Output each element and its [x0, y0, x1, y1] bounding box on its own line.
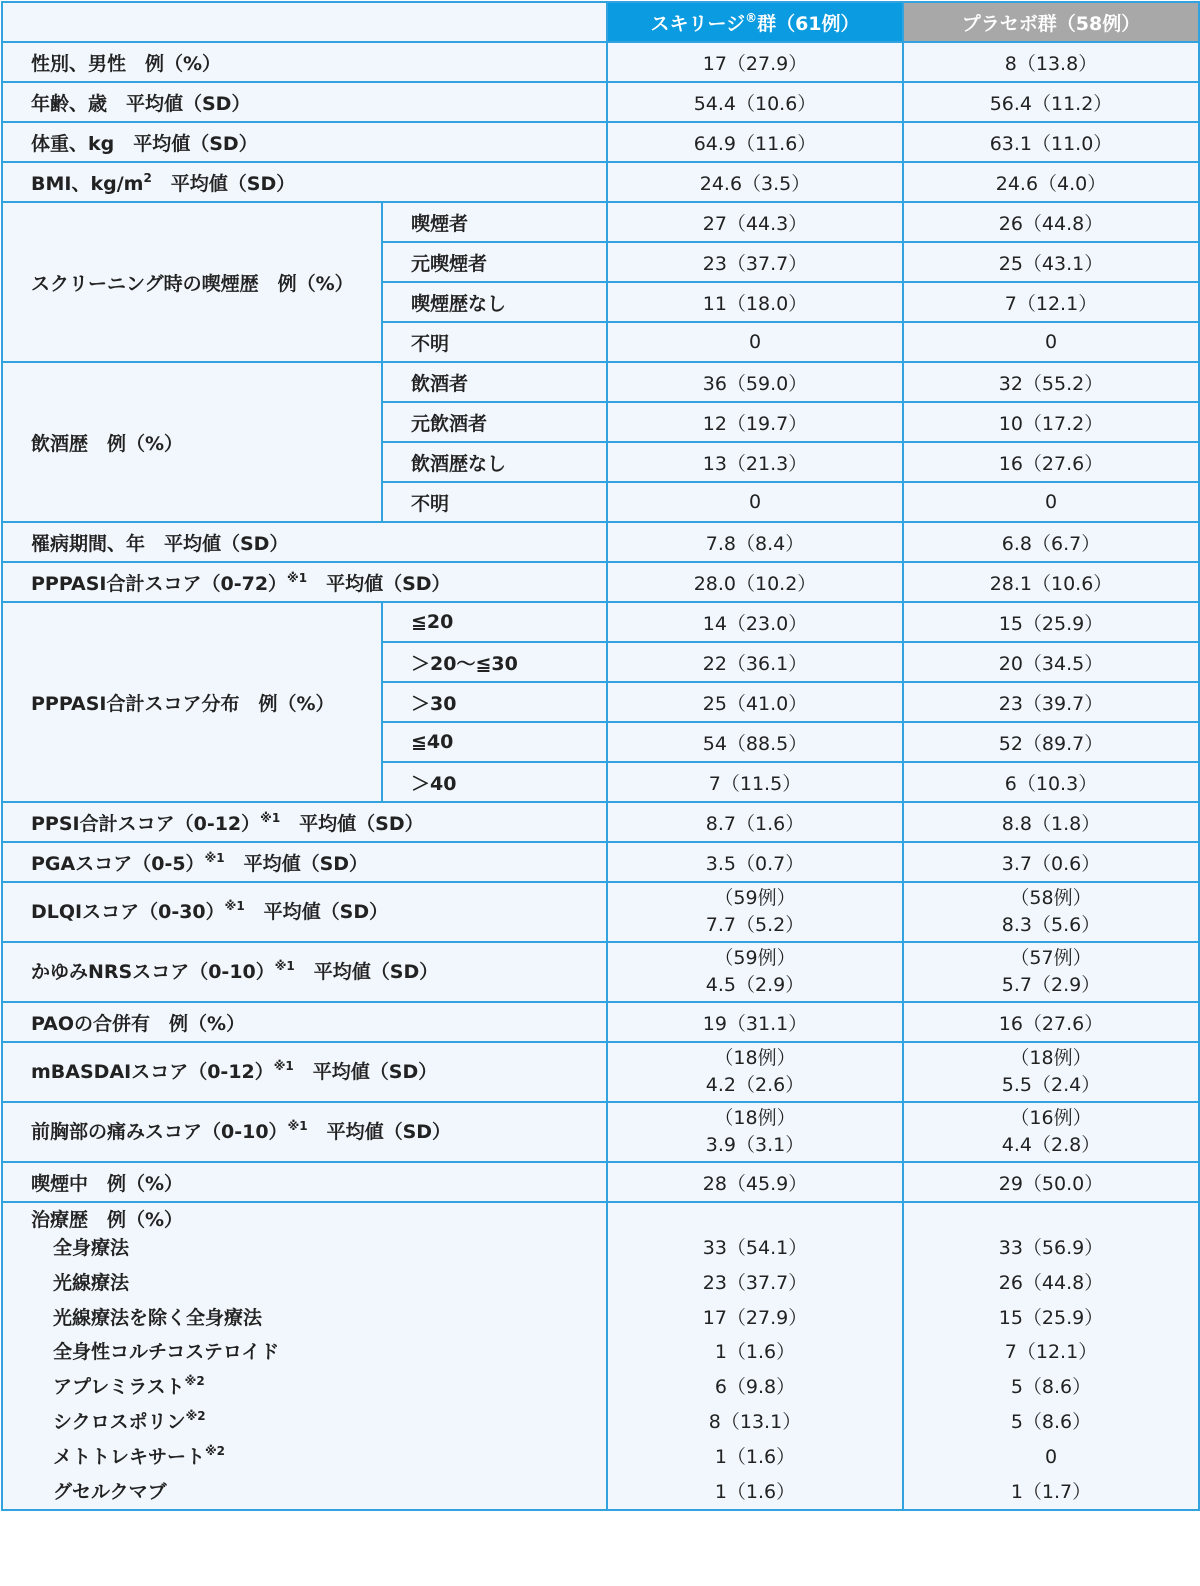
value-skyrizi: 17（27.9） — [607, 42, 903, 82]
sub-label: ＞30 — [382, 682, 607, 722]
value-placebo: 25（43.1） — [903, 242, 1199, 282]
value-placebo: 3.7（0.6） — [903, 842, 1199, 882]
table-row — [2, 82, 1199, 122]
value-skyrizi: 64.9（11.6） — [607, 122, 903, 162]
value-skyrizi: 54.4（10.6） — [607, 82, 903, 122]
row-label: かゆみNRSスコア$(0-10)^{※1}$ 平均値（SD） — [2, 942, 607, 1002]
treatment-item-label: 全身療法 — [53, 1237, 130, 1259]
value-skyrizi: （18例） 4.2（2.6） — [607, 1042, 903, 1102]
row-label: DLQIスコア$(0-30)^{※1}$ 平均値（SD） — [2, 882, 607, 942]
row-label: 喫煙中 例（%） — [2, 1162, 607, 1202]
row-label: mBASDAIスコア$(0-12)^{※1}$ 平均値（SD） — [2, 1042, 607, 1102]
value-placebo: 0 — [903, 322, 1199, 362]
sub-label: 喫煙者 — [382, 202, 607, 242]
row-label: PAOの合併有 例（%） — [2, 1002, 607, 1042]
value-placebo: 7（12.1） — [903, 282, 1199, 322]
value-placebo: 7（12.1） — [1004, 1341, 1098, 1364]
value-skyrizi: 6（9.8） — [714, 1376, 796, 1399]
value-skyrizi: 8.7（1.6） — [607, 802, 903, 842]
value-placebo: 28.1（10.6） — [903, 562, 1199, 602]
value-skyrizi: 7（11.5） — [607, 762, 903, 802]
table-row — [2, 122, 1199, 162]
value-skyrizi: 11（18.0） — [607, 282, 903, 322]
table-header-row — [2, 2, 1199, 42]
value-skyrizi: 24.6（3.5） — [607, 162, 903, 202]
value-skyrizi: （59例） 4.5（2.9） — [607, 942, 903, 1002]
table-row — [2, 1002, 1199, 1042]
value-placebo: （57例） 5.7（2.9） — [903, 942, 1199, 1002]
value-skyrizi: 22（36.1） — [607, 642, 903, 682]
treatment-values-skyrizi — [607, 1202, 903, 1510]
header-blank-cell — [2, 2, 607, 42]
value-placebo: （58例） 8.3（5.6） — [903, 882, 1199, 942]
value-placebo: 23（39.7） — [903, 682, 1199, 722]
value-placebo: 16（27.6） — [903, 1002, 1199, 1042]
value-skyrizi: 0 — [607, 482, 903, 522]
value-placebo: 8.8（1.8） — [903, 802, 1199, 842]
value-placebo: 6.8（6.7） — [903, 522, 1199, 562]
value-skyrizi: 33（54.1） — [702, 1237, 808, 1259]
table-row-treatment-history — [2, 1202, 1199, 1510]
treatment-item-label: アプレミラスト$^{※2}$ — [53, 1374, 205, 1399]
value-skyrizi: 0 — [607, 322, 903, 362]
treatment-item-label: 光線療法 — [53, 1271, 130, 1294]
table-row — [2, 562, 1199, 602]
value-placebo: 24.6（4.0） — [903, 162, 1199, 202]
value-placebo: 63.1（11.0） — [903, 122, 1199, 162]
table-row — [2, 362, 1199, 402]
table-row — [2, 1102, 1199, 1162]
value-skyrizi: 13（21.3） — [607, 442, 903, 482]
value-placebo: 0 — [1044, 1445, 1058, 1468]
row-label: 性別、男性 例（%） — [2, 42, 607, 82]
row-label: PPSI合計スコア$(0-12)^{※1}$ 平均値（SD） — [2, 802, 607, 842]
baseline-characteristics-table — [1, 1, 1200, 1511]
treatment-item-label: 光線療法を除く全身療法 — [53, 1306, 263, 1329]
value-placebo: 33（56.9） — [998, 1237, 1104, 1259]
value-skyrizi: 25（41.0） — [607, 682, 903, 722]
table-row — [2, 882, 1199, 942]
value-skyrizi: 23（37.7） — [702, 1271, 808, 1294]
value-placebo: 26（44.8） — [903, 202, 1199, 242]
value-skyrizi: 54（88.5） — [607, 722, 903, 762]
treatment-item-label: シクロスポリン$^{※2}$ — [53, 1408, 206, 1433]
value-skyrizi: 1（1.6） — [714, 1341, 796, 1364]
treatment-values-placebo — [903, 1202, 1199, 1510]
value-skyrizi: 14（23.0） — [607, 602, 903, 642]
value-placebo: 0 — [903, 482, 1199, 522]
table-row — [2, 42, 1199, 82]
value-skyrizi: 12（19.7） — [607, 402, 903, 442]
value-placebo: 29（50.0） — [903, 1162, 1199, 1202]
sub-label: 飲酒者 — [382, 362, 607, 402]
value-placebo: 5（8.6） — [1010, 1376, 1092, 1399]
value-placebo: （18例） 5.5（2.4） — [903, 1042, 1199, 1102]
treatment-item-label: グセルクマブ — [53, 1480, 167, 1503]
table-row — [2, 942, 1199, 1002]
row-label: PGAスコア$(0-5)^{※1}$ 平均値（SD） — [2, 842, 607, 882]
value-skyrizi: 8（13.1） — [708, 1410, 802, 1433]
value-skyrizi: （59例） 7.7（5.2） — [607, 882, 903, 942]
treatment-item-label: 全身性コルチコステロイド — [53, 1341, 280, 1364]
row-group-label-pppasi-dist: PPPASI合計スコア分布 例（%） — [2, 602, 382, 802]
value-skyrizi: 1（1.6） — [714, 1480, 796, 1503]
value-placebo: 26（44.8） — [998, 1271, 1104, 1294]
value-placebo: （16例） 4.4（2.8） — [903, 1102, 1199, 1162]
treatment-history-heading: 治療歴 例（%） — [31, 1209, 184, 1231]
value-skyrizi: 27（44.3） — [607, 202, 903, 242]
sub-label: 喫煙歴なし — [382, 282, 607, 322]
row-label: 罹病期間、年 平均値（SD） — [2, 522, 607, 562]
value-placebo: 20（34.5） — [903, 642, 1199, 682]
table-row — [2, 842, 1199, 882]
value-skyrizi: 28.0（10.2） — [607, 562, 903, 602]
sub-label: ≦20 — [382, 602, 607, 642]
table-row — [2, 1162, 1199, 1202]
table-row — [2, 162, 1199, 202]
value-skyrizi: 23（37.7） — [607, 242, 903, 282]
value-placebo: 1（1.7） — [1010, 1480, 1092, 1503]
value-placebo: 5（8.6） — [1010, 1410, 1092, 1433]
table-row — [2, 602, 1199, 642]
sub-label: 不明 — [382, 322, 607, 362]
value-skyrizi: 28（45.9） — [607, 1162, 903, 1202]
value-skyrizi: （18例） 3.9（3.1） — [607, 1102, 903, 1162]
sub-label: 飲酒歴なし — [382, 442, 607, 482]
treatment-history-labels — [2, 1202, 607, 1510]
value-placebo: 8（13.8） — [903, 42, 1199, 82]
row-label: 前胸部の痛みスコア$(0-10)^{※1}$ 平均値（SD） — [2, 1102, 607, 1162]
value-placebo: 32（55.2） — [903, 362, 1199, 402]
header-skyrizi-group: スキリージ®群（61例） — [607, 2, 903, 42]
row-group-label-smoking: スクリーニング時の喫煙歴 例（%） — [2, 202, 382, 362]
header-placebo-group: プラセボ群（58例） — [903, 2, 1199, 42]
value-placebo: 56.4（11.2） — [903, 82, 1199, 122]
table-row — [2, 202, 1199, 242]
value-placebo: 15（25.9） — [998, 1306, 1104, 1329]
row-label: BMI、$kg/m^2$ 平均値（SD） — [2, 162, 607, 202]
treatment-item-label: メトトレキサート$^{※2}$ — [53, 1443, 226, 1468]
table-row — [2, 1042, 1199, 1102]
table-row — [2, 522, 1199, 562]
value-placebo: 15（25.9） — [903, 602, 1199, 642]
sub-label: 元飲酒者 — [382, 402, 607, 442]
sub-label: ＞20～≦30 — [382, 642, 607, 682]
value-skyrizi: 17（27.9） — [702, 1306, 808, 1329]
row-label: 年齢、歳 平均値（SD） — [2, 82, 607, 122]
value-skyrizi: 1（1.6） — [714, 1445, 796, 1468]
row-group-label-drinking: 飲酒歴 例（%） — [2, 362, 382, 522]
sub-label: 元喫煙者 — [382, 242, 607, 282]
sub-label: ＞40 — [382, 762, 607, 802]
row-label: PPPASI合計スコア$(0-72)^{※1}$ 平均値（SD） — [2, 562, 607, 602]
value-placebo: 52（89.7） — [903, 722, 1199, 762]
value-placebo: 10（17.2） — [903, 402, 1199, 442]
row-label: 体重、kg 平均値（SD） — [2, 122, 607, 162]
value-skyrizi: 7.8（8.4） — [607, 522, 903, 562]
table-row — [2, 802, 1199, 842]
sub-label: ≦40 — [382, 722, 607, 762]
value-skyrizi: 36（59.0） — [607, 362, 903, 402]
sub-label: 不明 — [382, 482, 607, 522]
value-skyrizi: 19（31.1） — [607, 1002, 903, 1042]
value-placebo: 16（27.6） — [903, 442, 1199, 482]
value-placebo: 6（10.3） — [903, 762, 1199, 802]
value-skyrizi: 3.5（0.7） — [607, 842, 903, 882]
